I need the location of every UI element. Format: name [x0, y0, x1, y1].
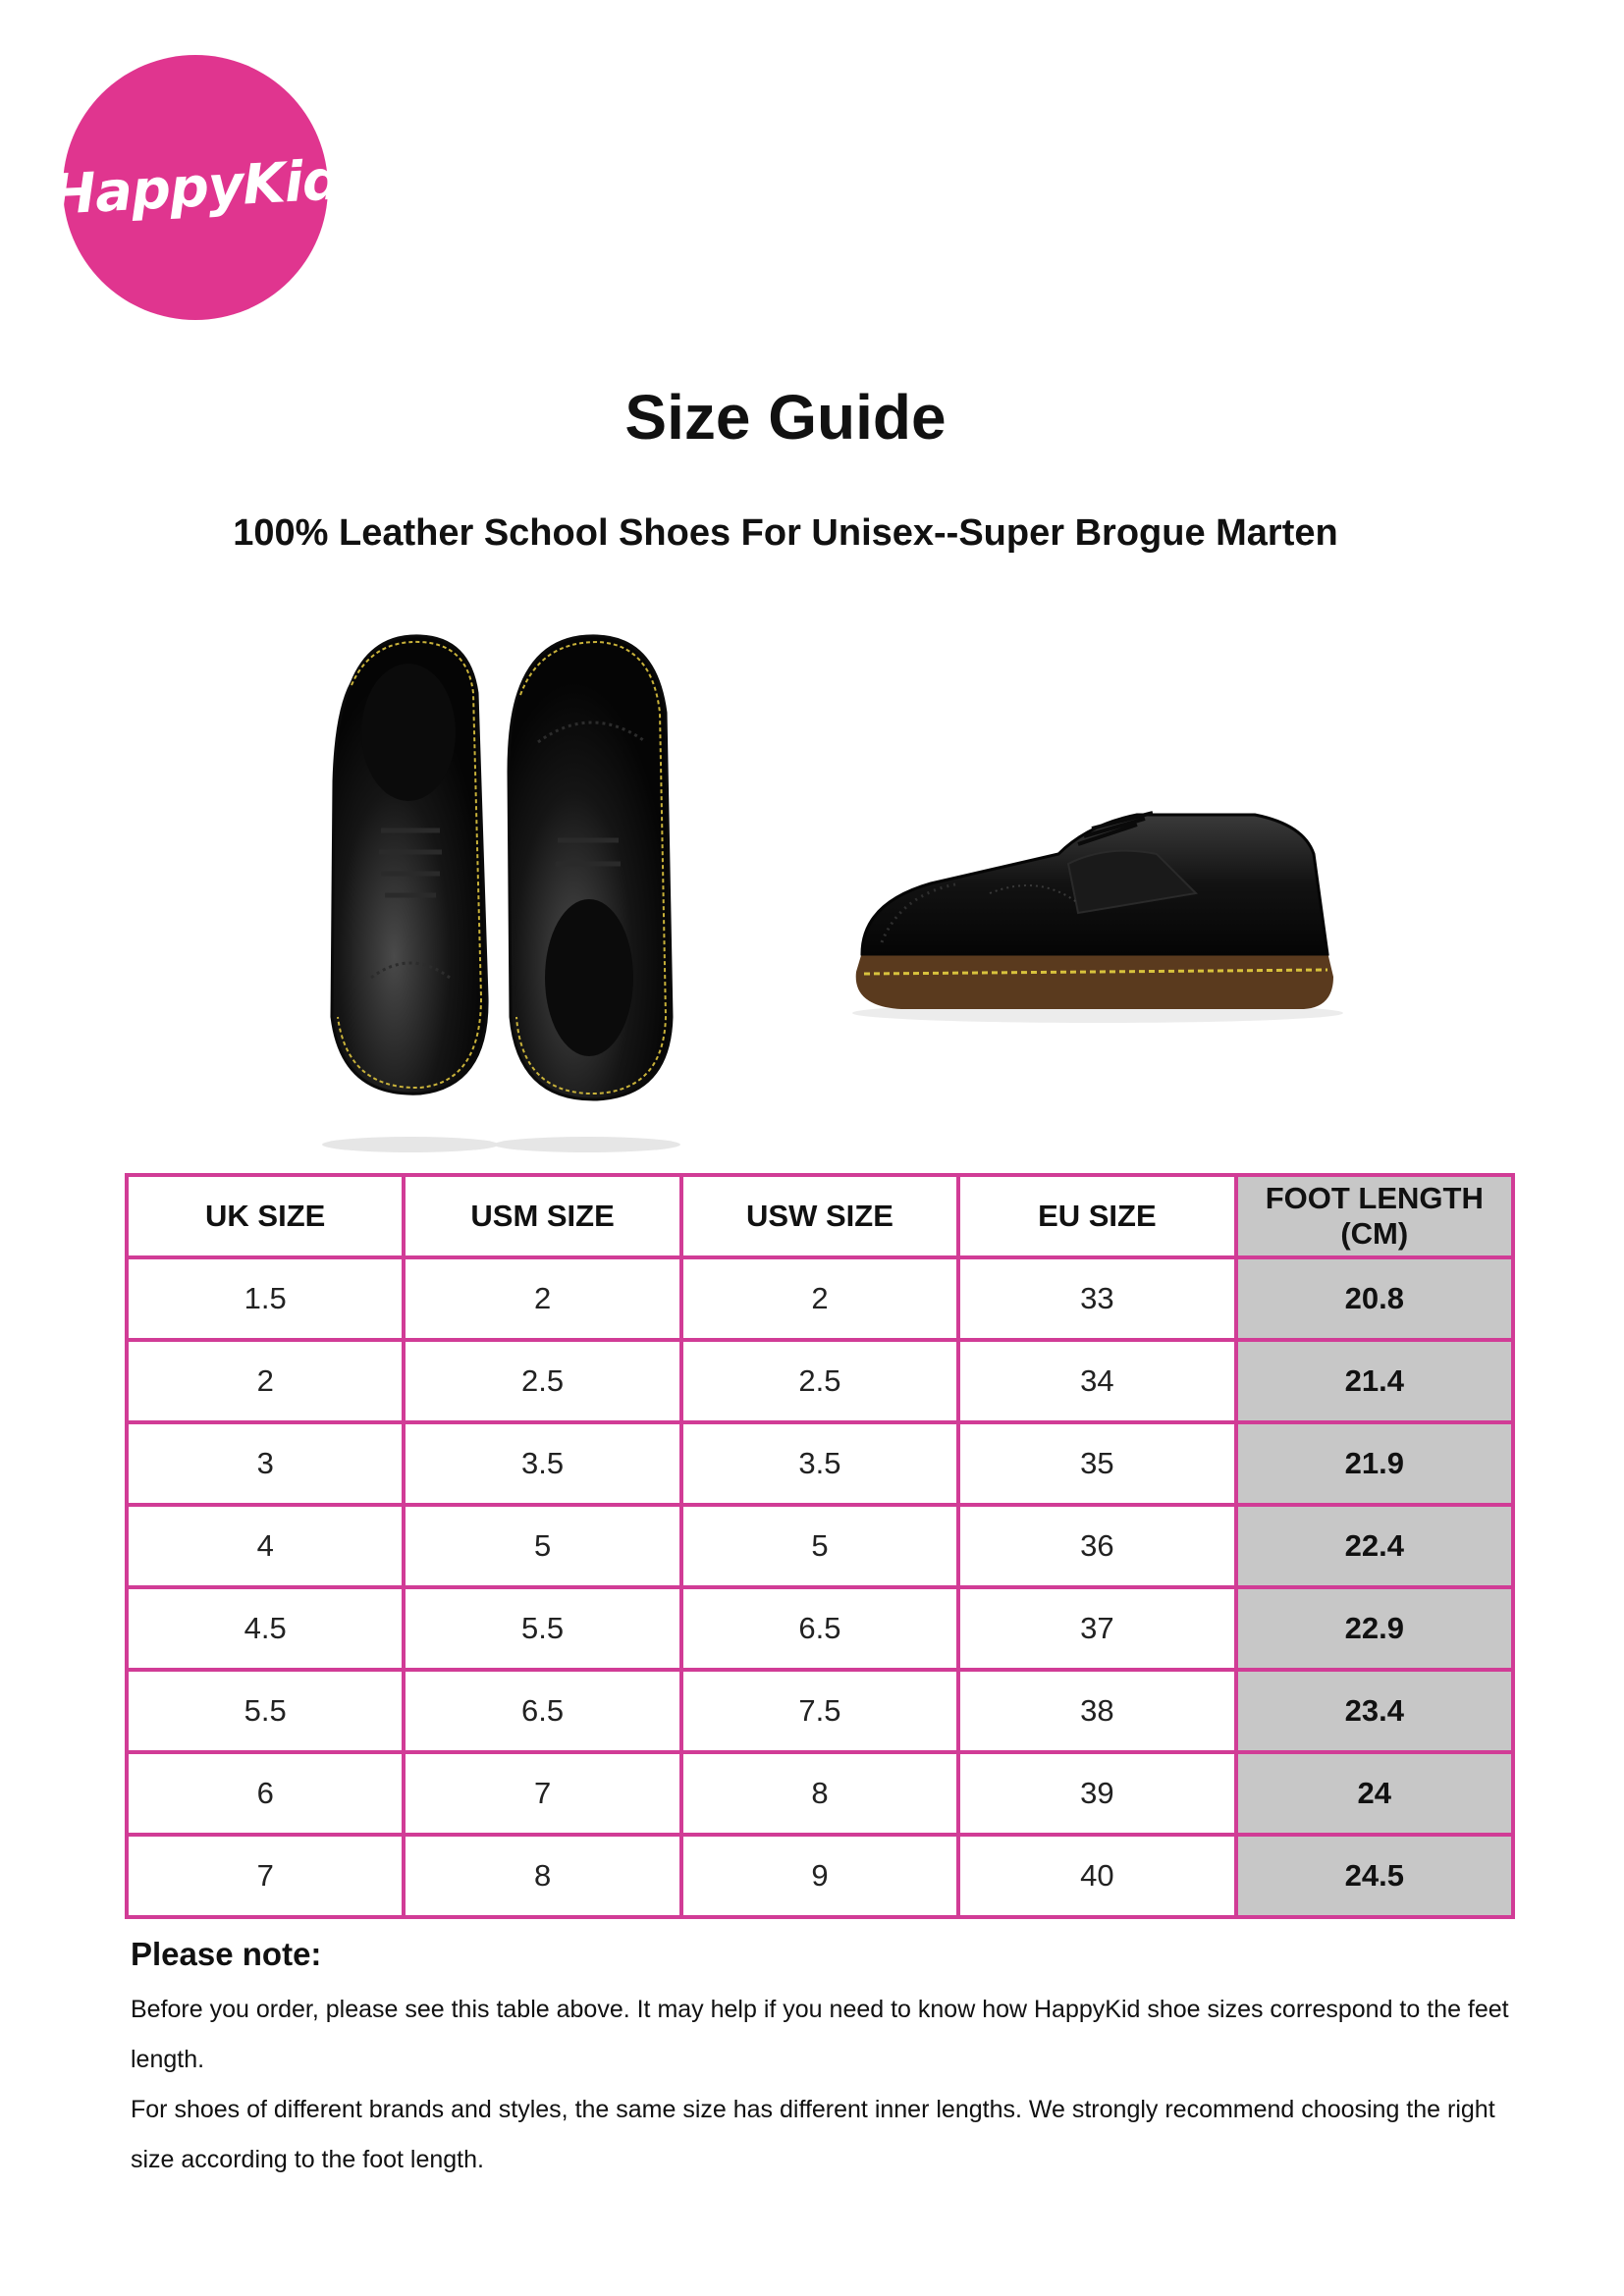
cell-uk-size: 3	[127, 1422, 404, 1505]
note-paragraph: Before you order, please see this table above. It may help if you need to know how HappyKid shoe sizes correspond to the feet length.	[131, 1996, 1509, 2073]
cell-usm-size: 7	[404, 1752, 680, 1835]
note-body	[131, 1985, 1525, 2185]
cell-foot-length: 24	[1236, 1752, 1513, 1835]
header-usm-size: USM SIZE	[404, 1175, 680, 1257]
cell-usw-size: 8	[681, 1752, 958, 1835]
cell-usm-size: 2	[404, 1257, 680, 1340]
table-header-row	[127, 1175, 1513, 1257]
cell-eu-size: 36	[958, 1505, 1235, 1587]
table-row	[127, 1587, 1513, 1670]
size-chart-table	[125, 1173, 1515, 1919]
cell-uk-size: 4	[127, 1505, 404, 1587]
shoes-top-view-image	[312, 624, 685, 1154]
table-row	[127, 1835, 1513, 1917]
table-row	[127, 1422, 1513, 1505]
cell-eu-size: 37	[958, 1587, 1235, 1670]
cell-usw-size: 2.5	[681, 1340, 958, 1422]
product-subtitle: 100% Leather School Shoes For Unisex--Super Brogue Marten	[233, 512, 1338, 554]
cell-usw-size: 7.5	[681, 1670, 958, 1752]
cell-usw-size: 5	[681, 1505, 958, 1587]
cell-uk-size: 2	[127, 1340, 404, 1422]
cell-foot-length: 20.8	[1236, 1257, 1513, 1340]
table-row	[127, 1340, 1513, 1422]
cell-foot-length: 24.5	[1236, 1835, 1513, 1917]
cell-eu-size: 35	[958, 1422, 1235, 1505]
cell-eu-size: 40	[958, 1835, 1235, 1917]
cell-uk-size: 4.5	[127, 1587, 404, 1670]
shoe-side-view-image	[842, 785, 1353, 1041]
table-row	[127, 1752, 1513, 1835]
cell-eu-size: 38	[958, 1670, 1235, 1752]
cell-usm-size: 8	[404, 1835, 680, 1917]
cell-uk-size: 6	[127, 1752, 404, 1835]
cell-usm-size: 6.5	[404, 1670, 680, 1752]
cell-foot-length: 21.9	[1236, 1422, 1513, 1505]
page-title: Size Guide	[624, 382, 947, 453]
cell-usw-size: 6.5	[681, 1587, 958, 1670]
header-eu-size: EU SIZE	[958, 1175, 1235, 1257]
cell-uk-size: 1.5	[127, 1257, 404, 1340]
note-heading: Please note:	[131, 1936, 322, 1972]
note-paragraph: For shoes of different brands and styles, the same size has different inner lengths. We strongly recommend choosing the right size according to the foot length.	[131, 2096, 1495, 2173]
happykid-logo	[48, 55, 343, 320]
cell-eu-size: 33	[958, 1257, 1235, 1340]
logo-text: HappyKid	[48, 147, 343, 228]
header-usw-size: USW SIZE	[681, 1175, 958, 1257]
cell-uk-size: 7	[127, 1835, 404, 1917]
cell-usm-size: 5.5	[404, 1587, 680, 1670]
cell-usw-size: 2	[681, 1257, 958, 1340]
cell-foot-length: 21.4	[1236, 1340, 1513, 1422]
cell-usm-size: 2.5	[404, 1340, 680, 1422]
cell-foot-length: 22.4	[1236, 1505, 1513, 1587]
table-row	[127, 1257, 1513, 1340]
cell-foot-length: 22.9	[1236, 1587, 1513, 1670]
cell-foot-length: 23.4	[1236, 1670, 1513, 1752]
cell-usm-size: 5	[404, 1505, 680, 1587]
cell-usw-size: 3.5	[681, 1422, 958, 1505]
table-row	[127, 1505, 1513, 1587]
header-uk-size: UK SIZE	[127, 1175, 404, 1257]
cell-usm-size: 3.5	[404, 1422, 680, 1505]
cell-usw-size: 9	[681, 1835, 958, 1917]
table-row	[127, 1670, 1513, 1752]
cell-uk-size: 5.5	[127, 1670, 404, 1752]
header-foot-length: FOOT LENGTH (CM)	[1236, 1175, 1513, 1257]
cell-eu-size: 39	[958, 1752, 1235, 1835]
cell-eu-size: 34	[958, 1340, 1235, 1422]
